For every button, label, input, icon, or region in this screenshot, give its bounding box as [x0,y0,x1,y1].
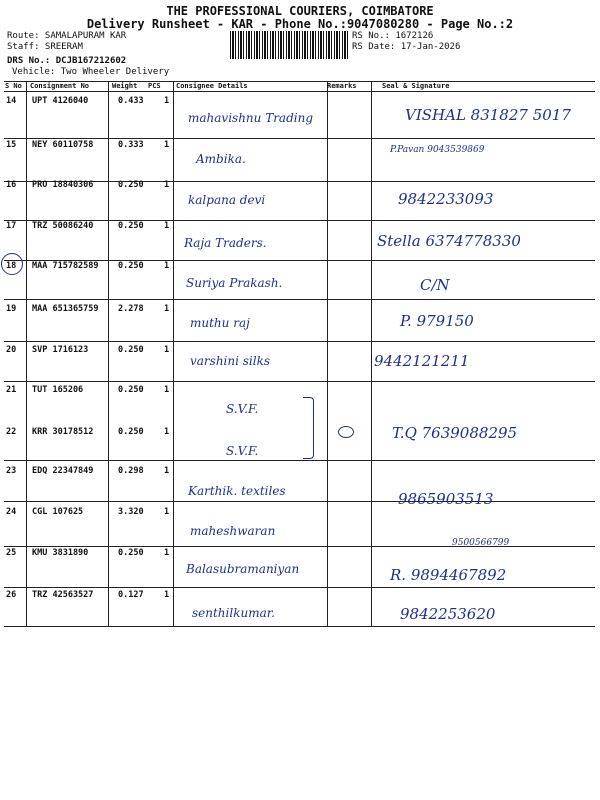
row-signature: P.Pavan 9043539869 [390,145,485,155]
row-weight: 0.250 [118,221,144,231]
row-weight: 0.250 [118,385,144,395]
row-weight: 0.250 [118,345,144,355]
row-consignment: TRZ 42563527 [32,590,94,600]
row-signature: VISHAL 831827 5017 [405,106,571,124]
row-consignment: TRZ 50086240 [32,221,94,231]
row-weight: 0.127 [118,590,144,600]
col-weight-header: Weight [112,82,138,90]
row-weight: 0.250 [118,180,144,190]
row-consignment: SVP 1716123 [32,345,89,355]
row-weight: 0.250 [118,427,144,437]
col-consignee-header: Consignee Details [176,82,248,90]
row-pcs: 1 [164,548,170,558]
row-sno: 23 [6,466,17,476]
row-weight: 2.278 [118,304,144,314]
row-sno: 26 [6,590,17,600]
row-consignee: Balasubramaniyan [186,562,300,576]
row-consignment: TUT 165206 [32,385,84,395]
row-consignee: kalpana devi [188,193,266,207]
row-weight: 0.298 [118,466,144,476]
row-consignee: S.V.F. [226,444,259,458]
row-sno: 18 [6,261,17,271]
rs-no-info: RS No.: 1672126 [352,31,434,41]
runsheet-table [4,81,595,648]
row-pcs: 1 [164,466,170,476]
row-pcs: 1 [164,304,170,314]
col-remarks-header: Remarks [327,82,357,90]
row-pcs: 1 [164,507,170,517]
row-sno: 22 [6,427,17,437]
row-consignment: NEY 60110758 [32,140,94,150]
row-signature: 9865903513 [398,490,494,508]
row-pcs: 1 [164,385,170,395]
row-sno: 24 [6,507,17,517]
row-weight: 0.333 [118,140,144,150]
row-sno: 17 [6,221,17,231]
row-pcs: 1 [164,261,170,271]
row-weight: 0.250 [118,261,144,271]
row-weight: 0.433 [118,96,144,106]
row-pcs: 1 [164,180,170,190]
row-signature: 9842233093 [398,190,494,208]
row-sno: 25 [6,548,17,558]
remark-mark [338,426,354,438]
row-sno: 20 [6,345,17,355]
runsheet-title: Delivery Runsheet - KAR - Phone No.:9047080280 - Page No.:2 [86,17,514,31]
row-consignment: KMU 3831890 [32,548,89,558]
row-consignee: varshini silks [190,354,271,368]
row-consignee: Raja Traders. [184,236,267,250]
row-weight: 3.320 [118,507,144,517]
row-signature: C/N [420,276,450,294]
row-consignee: Suriya Prakash. [186,276,283,290]
row-pcs: 1 [164,590,170,600]
row-sno: 16 [6,180,17,190]
row-sno: 19 [6,304,17,314]
row-consignee: Ambika. [196,152,246,166]
row-sno: 15 [6,140,17,150]
company-title: THE PROFESSIONAL COURIERS, COIMBATORE [166,4,434,18]
row-sno: 21 [6,385,17,395]
row-consignment: MAA 715782589 [32,261,99,271]
col-sno-header: S No [5,82,22,90]
row-pcs: 1 [164,140,170,150]
row-pcs: 1 [164,345,170,355]
vehicle-info: Vehicle: Two Wheeler Delivery [12,67,170,77]
row-consignee: S.V.F. [226,402,259,416]
row-consignment: CGL 107625 [32,507,84,517]
row-signature: 9500566799 [452,538,510,548]
row-pcs: 1 [164,221,170,231]
row-consignment: KRR 30178512 [32,427,94,437]
row-pcs: 1 [164,96,170,106]
barcode-graphic [230,31,348,59]
col-signature-header: Seal & Signature [382,82,450,90]
row-weight: 0.250 [118,548,144,558]
row-consignee: muthu raj [190,316,250,330]
svf-bracket-mark [303,397,314,459]
row-sno: 14 [6,96,17,106]
staff-info: Staff: SREERAM [7,42,83,52]
row-consignment: EDQ 22347849 [32,466,94,476]
row-signature: 9842253620 [400,605,496,623]
row-signature: T.Q 7639088295 [392,424,518,442]
row-consignment: PRO 18840306 [32,180,94,190]
row-consignee: maheshwaran [190,524,276,538]
row-consignment: UPT 4126040 [32,96,89,106]
row-consignee: senthilkumar. [192,606,275,620]
route-info: Route: SAMALAPURAM KAR [7,31,127,41]
row-pcs: 1 [164,427,170,437]
row-signature: Stella 6374778330 [377,232,521,250]
rs-date-info: RS Date: 17-Jan-2026 [352,42,461,52]
row-signature: R. 9894467892 [390,566,507,584]
row-consignee: mahavishnu Trading [188,111,314,125]
col-consignment-header: Consignment No [30,82,90,90]
row-consignee: Karthik. textiles [188,484,286,498]
row-signature: 9442121211 [374,352,470,370]
row-consignment: MAA 651365759 [32,304,99,314]
drs-info: DRS No.: DCJB167212602 [7,56,127,66]
col-pcs-header: PCS [148,82,161,90]
row-signature: P. 979150 [400,312,474,330]
